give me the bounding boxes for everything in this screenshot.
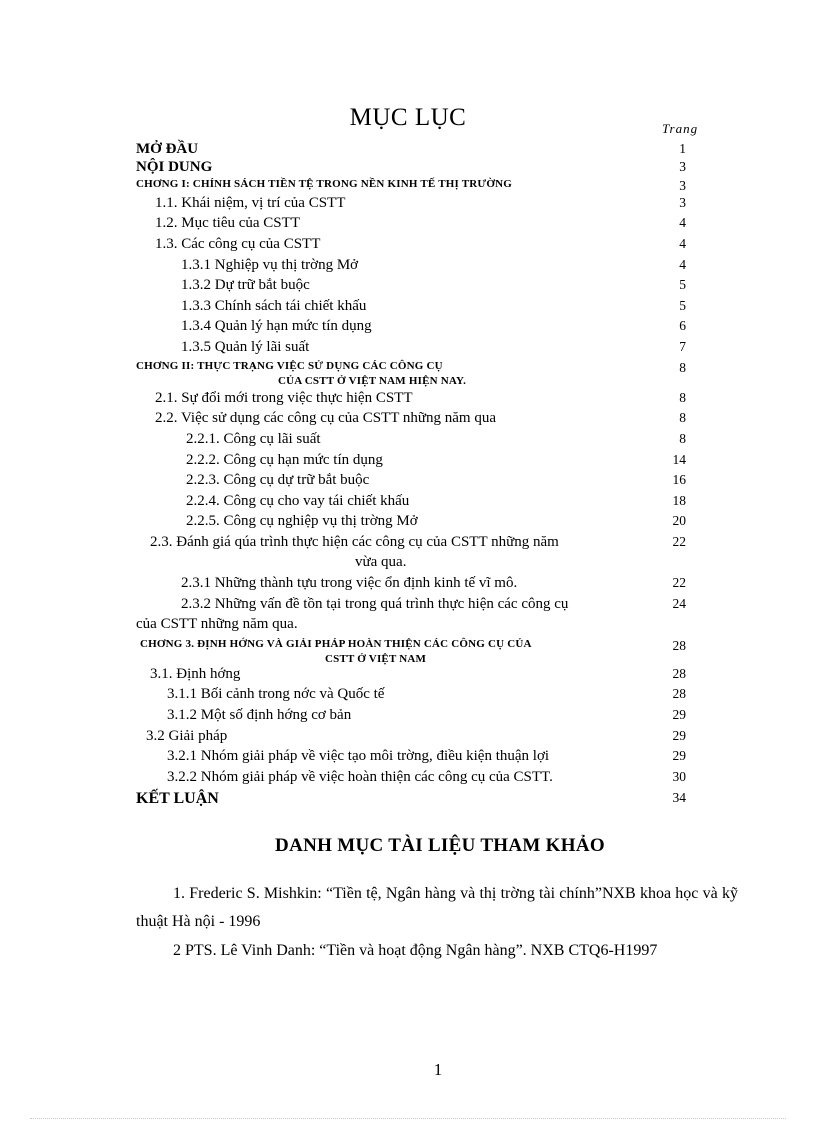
toc-entry-label: 2.3.1 Những thành tựu trong việc ổn định kinh tế vĩ mô. <box>181 575 518 591</box>
toc-entry-page: 30 <box>672 769 686 784</box>
toc-entry-page: 8 <box>679 390 686 405</box>
toc-entry-label: 1.1. Khái niệm, vị trí của CSTT <box>155 195 346 211</box>
toc-entry-label: CHƠNG I: CHÍNH SÁCH TIỀN TỆ TRONG NỀN KINH TẾ THỊ TRƯỜNG <box>136 178 513 190</box>
toc-entry-label: 2.1. Sự đổi mới trong việc thực hiện CSTT <box>155 390 413 406</box>
toc-entry-page: 28 <box>672 666 686 681</box>
toc-entry-label: NỘI DUNG <box>136 159 213 175</box>
toc-entry-label: 2.2.4. Công cụ cho vay tái chiết khấu <box>186 493 410 509</box>
page-number: 1 <box>433 1060 443 1079</box>
toc-entry-page: 34 <box>672 790 686 805</box>
toc-entry-label: 1.3.2 Dự trữ bắt buộc <box>181 277 310 293</box>
toc-entry-page: 1 <box>679 141 686 156</box>
toc-entry-page: 28 <box>672 686 686 701</box>
toc-entry-label: 3.1.2 Một số định hớng cơ bản <box>167 707 352 723</box>
toc-entry-label: 3.2.1 Nhóm giải pháp về việc tạo môi trờng, điều kiện thuận lợi <box>167 748 550 764</box>
toc-entry-label-cont: CỦA CSTT Ở VIỆT NAM HIỆN NAY. <box>278 375 467 387</box>
toc-entry-page: 18 <box>672 493 686 508</box>
toc-entry-label: 2.2.3. Công cụ dự trữ bắt buộc <box>186 472 370 488</box>
toc-entry-label: 3.1.1 Bối cảnh trong nớc và Quốc tế <box>167 686 385 702</box>
toc-entry-label: MỞ ĐẦU <box>136 141 199 157</box>
toc-entry-page: 4 <box>679 215 686 230</box>
toc-entry-label: 2.3. Đánh giá qúa trình thực hiện các công cụ của CSTT những năm <box>150 534 559 550</box>
toc-entry-label: 3.1. Định hớng <box>150 666 241 682</box>
page-column-header: Trang <box>662 121 699 136</box>
toc-entry-label: KẾT LUẬN <box>136 790 219 807</box>
toc-entry-label: 2.2.2. Công cụ hạn mức tín dụng <box>186 452 383 468</box>
reference-item: 1. Frederic S. Mishkin: “Tiền tệ, Ngân hàng và thị trờng tài chính”NXB khoa học và kỹ thuật Hà nội - 1996 <box>136 885 738 930</box>
toc-entry-page: 29 <box>672 748 686 763</box>
toc-entry-label: 1.3. Các công cụ của CSTT <box>155 236 321 252</box>
toc-entry-page: 8 <box>679 360 686 375</box>
toc-entry-page: 28 <box>672 638 686 653</box>
toc-entry-page: 6 <box>679 318 686 333</box>
toc-entry-page: 20 <box>672 513 686 528</box>
toc-entry-label: 2.3.2 Những vấn đề tồn tại trong quá trình thực hiện các công cụ <box>181 596 569 612</box>
toc-title: MỤC LỤC <box>349 104 467 131</box>
toc-entry-page: 4 <box>679 236 686 251</box>
toc-entry-label: 1.3.4 Quản lý hạn mức tín dụng <box>181 318 372 334</box>
toc-entry-label: CHƠNG 3. ĐỊNH HỚNG VÀ GIẢI PHÁP HOÀN THIỆN CÁC CÔNG CỤ CỦA <box>140 638 532 650</box>
toc-entry-page: 3 <box>679 178 686 193</box>
toc-entry-page: 8 <box>679 431 686 446</box>
toc-entry-page: 7 <box>679 339 686 354</box>
toc-entry-page: 16 <box>672 472 686 487</box>
toc-entry-label: CHƠNG II: THỰC TRẠNG VIỆC SỬ DỤNG CÁC CÔNG CỤ <box>136 360 443 372</box>
toc-entry-label: 2.2.5. Công cụ nghiệp vụ thị trờng Mở <box>186 513 418 529</box>
references-title: DANH MỤC TÀI LIỆU THAM KHẢO <box>275 835 605 856</box>
toc-entry-label: 2.2.1. Công cụ lãi suất <box>186 431 321 447</box>
toc-entry-page: 3 <box>679 159 686 174</box>
toc-entry-label: 1.3.5 Quản lý lãi suất <box>181 339 310 355</box>
toc-entry-label-cont: vừa qua. <box>355 554 407 570</box>
toc-entry-page: 5 <box>679 298 686 313</box>
toc-entry-label: 3.2.2 Nhóm giải pháp về việc hoàn thiện các công cụ của CSTT. <box>167 769 553 785</box>
toc-entry-label-cont: của CSTT những năm qua. <box>136 616 298 632</box>
reference-item: 2 PTS. Lê Vinh Danh: “Tiền và hoạt động Ngân hàng”. NXB CTQ6-H1997 <box>173 942 658 959</box>
toc-entry-page: 4 <box>679 257 686 272</box>
toc-entry-page: 22 <box>672 575 686 590</box>
toc-entry-label: 1.2. Mục tiêu của CSTT <box>155 215 300 231</box>
toc-entry-label: 3.2 Giải pháp <box>146 728 228 744</box>
toc-entry-page: 29 <box>672 707 686 722</box>
page-bottom-rule <box>30 1118 786 1119</box>
toc-entry-label: 1.3.3 Chính sách tái chiết khấu <box>181 298 367 314</box>
toc-entry-label: 2.2. Việc sử dụng các công cụ của CSTT những năm qua <box>155 410 496 426</box>
toc-entry-label: 1.3.1 Nghiệp vụ thị trờng Mở <box>181 257 359 273</box>
toc-entry-page: 22 <box>672 534 686 549</box>
toc-entry-page: 5 <box>679 277 686 292</box>
toc-entry-page: 3 <box>679 195 686 210</box>
toc-entry-page: 14 <box>672 452 686 467</box>
toc-entry-page: 29 <box>672 728 686 743</box>
toc-entry-page: 24 <box>672 596 686 611</box>
toc-entry-page: 8 <box>679 410 686 425</box>
toc-entry-label-cont: CSTT Ở VIỆT NAM <box>325 653 427 665</box>
